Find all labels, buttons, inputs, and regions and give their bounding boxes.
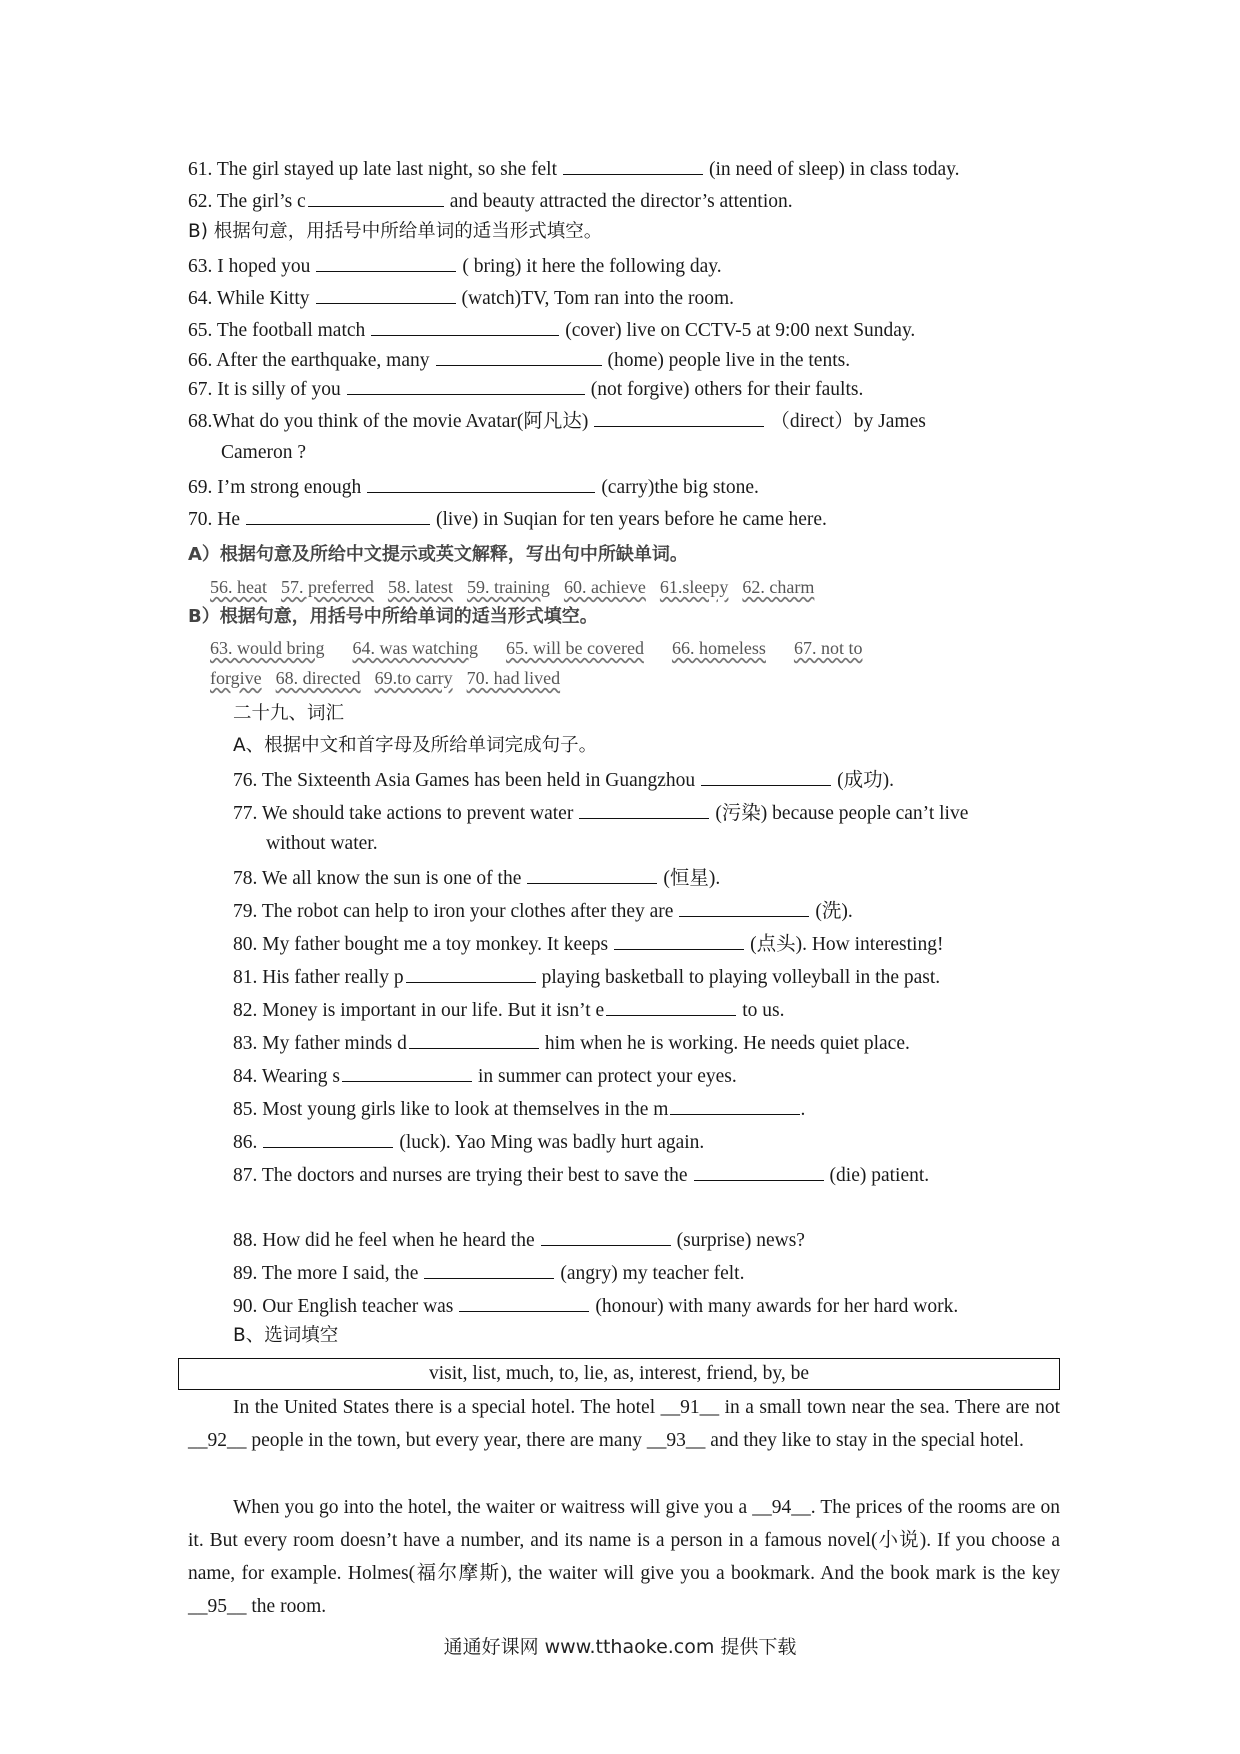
question-78: [233, 865, 720, 891]
answer-blank[interactable]: [701, 767, 831, 786]
question-hint: (honour) with many awards for her hard work.: [595, 1296, 959, 1317]
answer-key-item: 68. directed: [275, 668, 361, 688]
answer-blank[interactable]: [606, 997, 736, 1016]
page-footer: 通通好课网 www.tthaoke.com 提供下载: [443, 1636, 797, 1658]
question-70: [188, 506, 827, 532]
question-text: 81. His father really p: [233, 967, 404, 988]
question-text: 65. The football match: [188, 320, 366, 341]
partB-heading: B) 根据句意，用括号中所给单词的适当形式填空。: [188, 221, 603, 242]
question-hint: (angry) my teacher felt.: [560, 1263, 745, 1284]
passage-paragraph-1: [188, 1391, 1060, 1457]
question-text: 85. Most young girls like to look at themselves in the m: [233, 1099, 669, 1120]
question-62: [188, 188, 793, 214]
question-87: [233, 1162, 929, 1188]
question-84: [233, 1063, 737, 1089]
question-text: 63. I hoped you: [188, 256, 311, 277]
question-90: [233, 1293, 958, 1319]
passage-text: When you go into the hotel, the waiter or waitress will give you a __94__. The prices of the rooms are on it. But every room doesn’t have a number, and its name is a person in a famous novel(小说). If you choose a name, for example. Holmes(福尔摩斯), the waiter will give you a bookmark. And the book mark is the key __95__ the room.: [188, 1497, 1060, 1617]
question-text: without water.: [266, 833, 378, 854]
answer-blank[interactable]: [316, 253, 456, 272]
answer-blank[interactable]: [308, 188, 444, 207]
question-hint: playing basketball to playing volleyball in the past.: [541, 967, 941, 988]
answer-key-item: forgive: [210, 668, 262, 688]
question-text: 67. It is silly of you: [188, 379, 341, 400]
question-text: 61. The girl stayed up late last night, so she felt: [188, 159, 557, 180]
answer-key-row-a: [210, 575, 828, 599]
answer-key-item: 57. preferred: [280, 577, 374, 597]
question-65: [188, 317, 915, 343]
question-text: Cameron ?: [221, 442, 307, 463]
answer-key-item: 70. had lived: [466, 668, 561, 688]
question-hint: (成功).: [837, 770, 895, 791]
question-hint: (watch)TV, Tom ran into the room.: [461, 288, 735, 309]
answer-blank[interactable]: [342, 1063, 472, 1082]
answer-key-row-b2: [210, 666, 574, 690]
question-hint: .: [800, 1099, 806, 1120]
question-hint: (洗).: [815, 901, 853, 922]
question-text: 79. The robot can help to iron your clothes after they are: [233, 901, 674, 922]
answer-blank[interactable]: [670, 1096, 800, 1115]
question-text: 78. We all know the sun is one of the: [233, 868, 522, 889]
answer-key-item: 58. latest: [387, 577, 453, 597]
question-text: 76. The Sixteenth Asia Games has been held in Guangzhou: [233, 770, 696, 791]
question-hint: (surprise) news?: [676, 1230, 805, 1251]
answer-blank[interactable]: [409, 1030, 539, 1049]
word-bank-box: visit, list, much, to, lie, as, interest, friend, by, be: [178, 1358, 1060, 1390]
question-hint: (in need of sleep) in class today.: [709, 159, 960, 180]
answer-key-item: 66. homeless: [671, 638, 766, 658]
section-sub-a: A、根据中文和首字母及所给单词完成句子。: [233, 735, 598, 756]
answer-key-item: 61.sleepy: [659, 577, 729, 597]
answer-key-row-b1: [210, 636, 876, 660]
question-79: [233, 898, 853, 924]
answer-blank[interactable]: [541, 1227, 671, 1246]
answer-blank[interactable]: [246, 506, 430, 525]
question-text: 89. The more I said, the: [233, 1263, 419, 1284]
answer-blank[interactable]: [679, 898, 809, 917]
question-69: [188, 474, 759, 500]
answer-blank[interactable]: [459, 1293, 589, 1312]
question-77-cont: [266, 832, 378, 856]
question-hint: (carry)the big stone.: [601, 477, 759, 498]
question-hint: and beauty attracted the director’s attention.: [449, 191, 793, 212]
question-text: 69. I’m strong enough: [188, 477, 362, 498]
question-text: 86.: [233, 1132, 258, 1153]
question-hint: ( bring) it here the following day.: [462, 256, 722, 277]
question-hint: (点头). How interesting!: [750, 934, 944, 955]
question-68-cont: [221, 441, 306, 465]
answer-blank[interactable]: [316, 285, 456, 304]
question-hint: (污染) because people can’t live: [715, 803, 969, 824]
question-61: [188, 156, 960, 182]
question-66: [188, 347, 850, 373]
question-text: 82. Money is important in our life. But it isn’t e: [233, 1000, 605, 1021]
answer-key-item: 63. would bring: [210, 638, 325, 658]
answer-key-item: 64. was watching: [352, 638, 478, 658]
question-hint: （direct）by James: [770, 411, 926, 432]
question-text: 64. While Kitty: [188, 288, 310, 309]
question-hint: in summer can protect your eyes.: [477, 1066, 737, 1087]
answer-blank[interactable]: [406, 964, 536, 983]
answer-key-item: 56. heat: [210, 577, 267, 597]
question-76: [233, 767, 894, 793]
question-text: 68.What do you think of the movie Avatar(阿凡达): [188, 411, 589, 432]
question-68: [188, 408, 926, 434]
answer-blank[interactable]: [347, 376, 585, 395]
question-hint: him when he is working. He needs quiet place.: [544, 1033, 910, 1054]
question-80: [233, 931, 943, 957]
question-text: 77. We should take actions to prevent water: [233, 803, 574, 824]
answer-blank[interactable]: [263, 1129, 393, 1148]
question-hint: (luck). Yao Ming was badly hurt again.: [399, 1132, 705, 1153]
question-83: [233, 1030, 910, 1056]
question-text: 87. The doctors and nurses are trying their best to save the: [233, 1165, 688, 1186]
answer-blank[interactable]: [563, 156, 703, 175]
question-text: 84. Wearing s: [233, 1066, 340, 1087]
question-text: 70. He: [188, 509, 240, 530]
answer-key-item: 59. training: [466, 577, 550, 597]
passage-text: In the United States there is a special hotel. The hotel __91__ in a small town near the sea. There are not __92__ people in the town, but every year, there are many __93__ and they like to stay in the special hotel.: [188, 1397, 1060, 1451]
question-text: 80. My father bought me a toy monkey. It keeps: [233, 934, 609, 955]
answer-key-heading-b: B）根据句意，用括号中所给单词的适当形式填空。: [188, 606, 598, 627]
question-81: [233, 964, 940, 990]
question-text: 83. My father minds d: [233, 1033, 407, 1054]
question-82: [233, 997, 784, 1023]
question-hint: (die) patient.: [829, 1165, 930, 1186]
answer-blank[interactable]: [371, 317, 559, 336]
question-hint: to us.: [742, 1000, 785, 1021]
answer-key-item: 60. achieve: [563, 577, 646, 597]
question-77: [233, 800, 968, 826]
question-86: [233, 1129, 704, 1155]
answer-blank[interactable]: [614, 931, 744, 950]
answer-blank[interactable]: [436, 347, 602, 366]
answer-key-item: 69.to carry: [374, 668, 453, 688]
answer-blank[interactable]: [579, 800, 709, 819]
question-67: [188, 376, 863, 402]
answer-blank[interactable]: [424, 1260, 554, 1279]
answer-key-item: 67. not to: [793, 638, 863, 658]
question-hint: (home) people live in the tents.: [607, 350, 851, 371]
question-hint: (not forgive) others for their faults.: [590, 379, 864, 400]
section-sub-b: B、选词填空: [233, 1325, 339, 1346]
question-hint: (cover) live on CCTV-5 at 9:00 next Sunday.: [565, 320, 916, 341]
question-text: 66. After the earthquake, many: [188, 350, 430, 371]
answer-blank[interactable]: [367, 474, 595, 493]
answer-blank[interactable]: [527, 865, 657, 884]
question-85: [233, 1096, 805, 1122]
question-text: 90. Our English teacher was: [233, 1296, 454, 1317]
answer-key-item: 62. charm: [742, 577, 815, 597]
passage-paragraph-2: [188, 1491, 1060, 1623]
answer-key-heading-a: A）根据句意及所给中文提示或英文解释，写出句中所缺单词。: [188, 544, 688, 565]
question-hint: (live) in Suqian for ten years before he came here.: [436, 509, 827, 530]
question-63: [188, 253, 722, 279]
answer-key-item: 65. will be covered: [505, 638, 644, 658]
answer-blank[interactable]: [694, 1162, 824, 1181]
question-88: [233, 1227, 805, 1253]
question-hint: (恒星).: [663, 868, 721, 889]
question-text: 62. The girl’s c: [188, 191, 306, 212]
section-title: 二十九、词汇: [233, 703, 345, 724]
question-text: 88. How did he feel when he heard the: [233, 1230, 535, 1251]
question-89: [233, 1260, 744, 1286]
answer-blank[interactable]: [594, 408, 764, 427]
question-64: [188, 285, 734, 311]
